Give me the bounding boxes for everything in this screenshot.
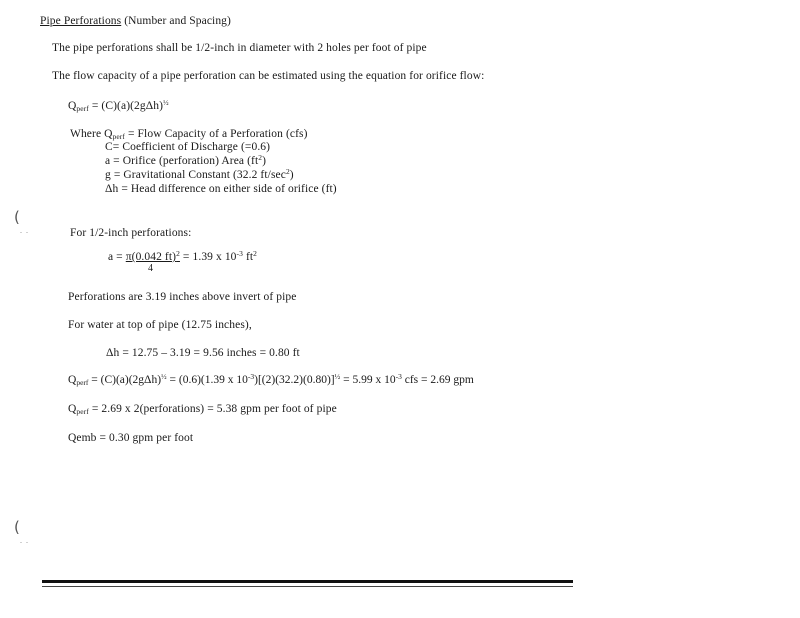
where-definition-dh: Δh = Head difference on either side of orifice (ft) — [105, 183, 337, 195]
footer-rule-thin — [42, 586, 573, 587]
water-top-line: For water at top of pipe (12.75 inches), — [68, 319, 252, 331]
gpm-per-foot-equation: $Q_{perf} = 2.69$ x 2(perforations) = 5.38 gpm per foot of pipe — [68, 403, 337, 416]
binder-dots-icon: . . — [20, 536, 29, 545]
area-equation: a = π(0.042 ft)$^2$ = 1.39 x $10^{-3}$ $ft^2$ — [108, 249, 258, 263]
where-definition-a: a = Orifice (perforation) Area $(ft^2)$ — [105, 153, 267, 167]
binder-dots-icon: . . — [20, 226, 29, 235]
flow-calc-equation: $Q_{perf} = (C)(a)(2g\Delta h)^{\frac{1}{2}} = (0.6)(1.39$ x $10^{-3})[(2)(32.2)(0.80)]^{\frac{1}{2}} = 5.99$ x $10^{-3}$ cfs = 2.69 gpm — [68, 372, 474, 387]
binder-hole-mark-icon: ( — [14, 208, 20, 226]
binder-hole-mark-icon: ( — [14, 518, 20, 536]
area-denominator: 4 — [148, 263, 153, 274]
orifice-equation: $Q_{perf} = (C)(a)(2g\Delta h)^{\frac{1}{2}}$ — [68, 98, 169, 113]
perforation-spec-line: The pipe perforations shall be 1/2-inch in diameter with 2 holes per foot of pipe — [52, 42, 427, 54]
footer-rule-thick — [42, 580, 573, 583]
page-title — [40, 15, 231, 28]
flow-capacity-intro: The flow capacity of a pipe perforation can be estimated using the equation for orifice flow: — [52, 70, 485, 82]
title-main: Pipe Perforations — [40, 15, 122, 27]
qemb-line: Qemb = 0.30 gpm per foot — [68, 432, 194, 444]
head-difference-equation: Δh = 12.75 – 3.19 = 9.56 inches = 0.80 ft — [106, 347, 300, 359]
perforation-height-line: Perforations are 3.19 inches above invert of pipe — [68, 291, 297, 303]
where-definition-q: Where $Q_{perf}$ = Flow Capacity of a Perforation (cfs) — [70, 128, 308, 141]
where-definition-c: C= Coefficient of Discharge (=0.6) — [105, 141, 271, 153]
area-numerator: π(0.042 ft)$^2$ — [125, 249, 180, 263]
title-suffix: (Number and Spacing) — [121, 15, 231, 27]
half-inch-heading: For 1/2-inch perforations: — [70, 227, 192, 239]
where-definition-g: g = Gravitational Constant (32.2 $ft/\sec^2$) — [105, 167, 294, 181]
